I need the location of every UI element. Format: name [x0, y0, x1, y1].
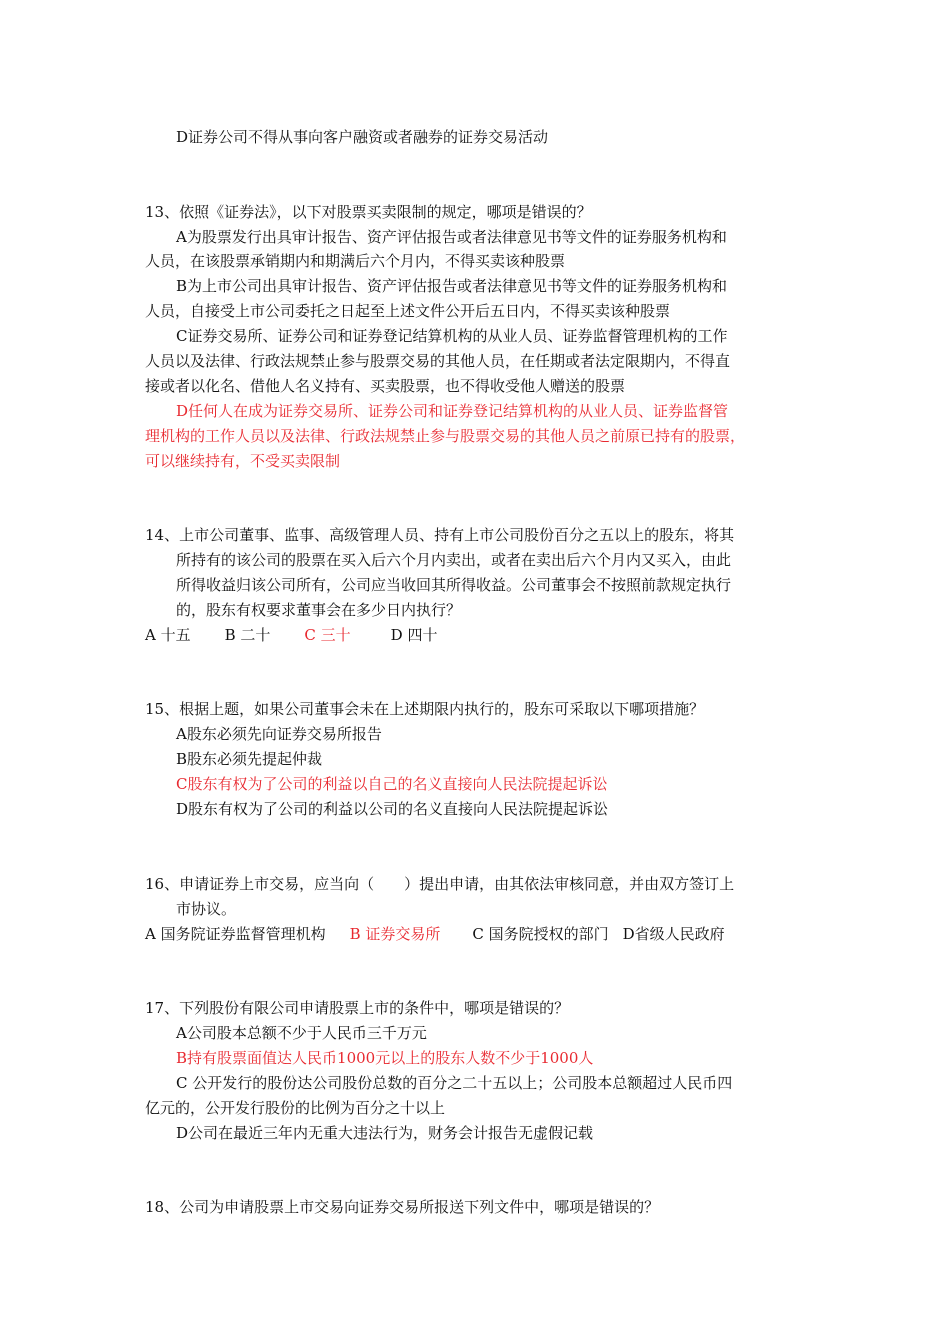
q16-option-d: D省级人民政府 [622, 925, 725, 943]
q17-option-a: A公司股本总额不少于人民币三千万元 [176, 1024, 427, 1042]
q15-option-d: D股东有权为了公司的利益以公司的名义直接向人民法院提起诉讼 [176, 800, 609, 818]
q15-option-a: A股东必须先向证券交易所报告 [176, 725, 382, 743]
q13-option-c-line2: 人员以及法律、行政法规禁止参与股票交易的其他人员，在任期或者法定限期内，不得直 [145, 352, 731, 370]
q16-option-c: C 国务院授权的部门 [472, 925, 609, 943]
q16-stem-line1: 16、申请证券上市交易，应当向（ ）提出申请，由其依法审核同意，并由双方签订上 [145, 875, 735, 893]
q14-option-b: B 二十 [224, 626, 271, 644]
q14-options [145, 625, 437, 645]
q18-stem: 18、公司为申请股票上市交易向证券交易所报送下列文件中，哪项是错误的？ [145, 1198, 660, 1216]
q14-stem-line4: 的，股东有权要求董事会在多少日内执行？ [176, 601, 462, 619]
q13-option-b-line2: 人员，自接受上市公司委托之日起至上述文件公开后五日内，不得买卖该种股票 [145, 302, 671, 320]
q14-stem-line2: 所持有的该公司的股票在买入后六个月内卖出，或者在卖出后六个月内又买入，由此 [176, 551, 732, 569]
q14-option-a: A 十五 [145, 626, 191, 644]
q13-option-c-line1: C证券交易所、证券公司和证券登记结算机构的从业人员、证券监督管理机构的工作 [176, 327, 728, 345]
q15-option-b: B股东必须先提起仲裁 [176, 750, 323, 768]
q13-option-d-line2: 理机构的工作人员以及法律、行政法规禁止参与股票交易的其他人员之前原已持有的股票， [145, 427, 746, 445]
q13-option-d-line3: 可以继续持有，不受买卖限制 [145, 452, 341, 470]
q14-stem-line1: 14、上市公司董事、监事、高级管理人员、持有上市公司股份百分之五以上的股东，将其 [145, 526, 735, 544]
q16-options [145, 924, 725, 944]
q13-option-b-line1: B为上市公司出具审计报告、资产评估报告或者法律意见书等文件的证券服务机构和 [176, 277, 728, 295]
q13-option-a-line1: A为股票发行出具审计报告、资产评估报告或者法律意见书等文件的证券服务机构和 [176, 228, 727, 246]
q17-option-d: D公司在最近三年内无重大违法行为，财务会计报告无虚假记载 [176, 1124, 594, 1142]
q16-option-a: A 国务院证券监督管理机构 [145, 925, 326, 943]
q17-option-b: B持有股票面值达人民币1000元以上的股东人数不少于1000人 [176, 1049, 594, 1067]
q17-option-c-line2: 亿元的，公开发行股份的比例为百分之十以上 [145, 1099, 446, 1117]
q15-stem: 15、根据上题，如果公司董事会未在上述期限内执行的，股东可采取以下哪项措施？ [145, 700, 705, 718]
q13-option-c-line3: 接或者以化名、借他人名义持有、买卖股票，也不得收受他人赠送的股票 [145, 377, 626, 395]
q12-option-d: D证券公司不得从事向客户融资或者融券的证券交易活动 [176, 128, 549, 146]
q14-option-c: C 三十 [304, 626, 351, 644]
q13-stem: 13、依照《证券法》，以下对股票买卖限制的规定，哪项是错误的？ [145, 203, 592, 221]
q15-option-c: C股东有权为了公司的利益以自己的名义直接向人民法院提起诉讼 [176, 775, 608, 793]
q17-option-c-line1: C 公开发行的股份达公司股份总数的百分之二十五以上；公司股本总额超过人民币四 [176, 1074, 733, 1092]
q17-stem: 17、下列股份有限公司申请股票上市的条件中，哪项是错误的？ [145, 999, 570, 1017]
q16-option-b: B 证券交易所 [349, 925, 441, 943]
q14-stem-line3: 所得收益归该公司所有，公司应当收回其所得收益。公司董事会不按照前款规定执行 [176, 576, 732, 594]
q16-stem-line2: 市协议。 [176, 900, 237, 918]
q13-option-d-line1: D任何人在成为证券交易所、证券公司和证券登记结算机构的从业人员、证券监督管 [176, 402, 729, 420]
q13-option-a-line2: 人员，在该股票承销期内和期满后六个月内，不得买卖该种股票 [145, 252, 566, 270]
q14-option-d: D 四十 [390, 626, 438, 644]
